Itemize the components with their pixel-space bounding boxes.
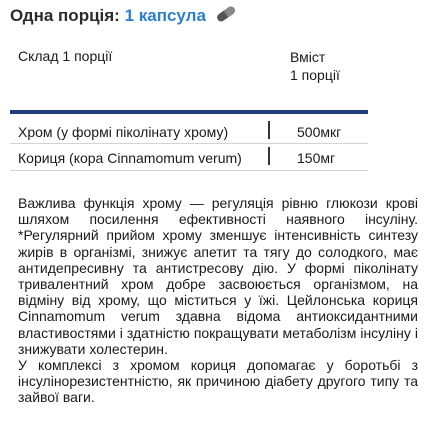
row-divider	[10, 170, 368, 171]
description-paragraph: Важлива функція хрому — регуляція рівню глюкози крові шляхом посилення ефективності наявного інсуліну. *Регулярний прийом хрому зменшує інтенсивність синтезу жирів в організмі, знижує апетит та тягу до солодкого, має антидепресивну та антистресову дію. У формі піколінату тривалентний хром добре засвоюється організмом, на відміну від хрому, що міститься у їжі. Цейлонська кориця Cinnamomum verum здавна відома антиоксидантними властивостями і здатністю покращувати метаболізм інсуліну і знижувати холестерин.	[18, 195, 418, 357]
table-divider	[10, 110, 368, 114]
ingredient-amount: 150мг	[297, 150, 336, 166]
content-header-line2: 1 порції	[290, 67, 340, 83]
column-divider	[268, 121, 270, 139]
content-header	[290, 48, 370, 84]
serving-value: 1 капсула	[124, 6, 206, 25]
column-divider	[268, 147, 270, 165]
composition-table-header	[10, 44, 370, 108]
content-header-line1: Вміст	[290, 49, 326, 65]
capsule-icon	[215, 6, 237, 27]
row-divider	[10, 143, 368, 144]
ingredient-name: Кориця (кора Cinnamomum verum)	[18, 150, 242, 166]
table-row	[10, 146, 370, 170]
ingredient-name: Хром (у формі піколінату хрому)	[18, 124, 229, 140]
serving-label: Одна порція:	[10, 6, 120, 25]
description	[18, 195, 418, 406]
description-paragraph: У комплексі з хромом кориця допомагає у боротьбі з інсулінорезистентністю, як причиною діабету другого типу та зайвої ваги.	[18, 357, 418, 406]
serving-size	[10, 6, 237, 27]
table-row	[10, 120, 370, 144]
ingredient-amount: 500мкг	[297, 124, 342, 140]
composition-header: Склад 1 порції	[18, 48, 113, 64]
